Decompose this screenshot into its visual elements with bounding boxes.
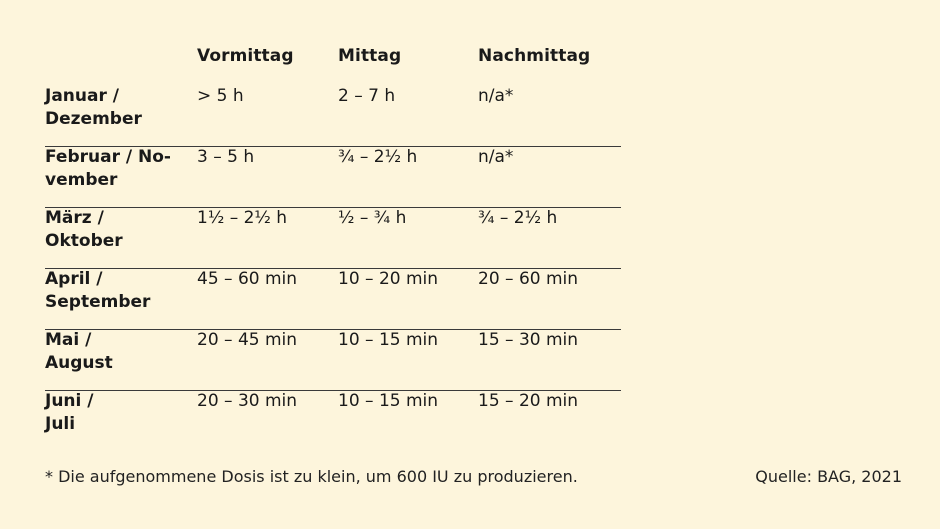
header-vormittag: Vormittag: [197, 46, 294, 66]
cell-nachmittag: 20 – 60 min: [478, 269, 579, 289]
table-row: [45, 268, 621, 330]
source-credit: Quelle: BAG, 2021: [755, 467, 902, 486]
month-label: [45, 390, 185, 436]
cell-nachmittag: n/a*: [478, 86, 514, 106]
month-line: vember: [45, 170, 118, 190]
cell-vormittag: 1½ – 2½ h: [197, 208, 288, 228]
month-line: April /: [45, 269, 103, 289]
month-line: März /: [45, 208, 104, 228]
month-label: [45, 207, 185, 253]
table-row: [45, 85, 621, 147]
cell-nachmittag: 15 – 20 min: [478, 391, 579, 411]
cell-nachmittag: ¾ – 2½ h: [478, 208, 558, 228]
cell-nachmittag: n/a*: [478, 147, 514, 167]
month-line: September: [45, 292, 151, 312]
cell-vormittag: 3 – 5 h: [197, 147, 255, 167]
cell-mittag: ½ – ¾ h: [338, 208, 407, 228]
month-label: [45, 146, 185, 192]
table-row: [45, 146, 621, 208]
table-row: [45, 207, 621, 269]
month-line: Oktober: [45, 231, 123, 251]
cell-vormittag: > 5 h: [197, 86, 244, 106]
header-nachmittag: Nachmittag: [478, 46, 591, 66]
table-row: [45, 329, 621, 391]
cell-mittag: ¾ – 2½ h: [338, 147, 418, 167]
cell-mittag: 10 – 20 min: [338, 269, 439, 289]
month-label: [45, 268, 185, 314]
month-line: Juli: [45, 414, 76, 434]
month-label: [45, 85, 185, 131]
cell-vormittag: 20 – 30 min: [197, 391, 298, 411]
table-row: [45, 390, 621, 451]
cell-mittag: 2 – 7 h: [338, 86, 396, 106]
cell-vormittag: 45 – 60 min: [197, 269, 298, 289]
month-line: Mai /: [45, 330, 92, 350]
cell-mittag: 10 – 15 min: [338, 391, 439, 411]
month-line: Juni /: [45, 391, 94, 411]
cell-nachmittag: 15 – 30 min: [478, 330, 579, 350]
month-line: Februar / No-: [45, 147, 171, 167]
cell-vormittag: 20 – 45 min: [197, 330, 298, 350]
month-line: Januar /: [45, 86, 119, 106]
month-line: August: [45, 353, 113, 373]
table-header-row: [0, 46, 940, 70]
header-mittag: Mittag: [338, 46, 402, 66]
month-line: Dezember: [45, 109, 142, 129]
footnote: * Die aufgenommene Dosis ist zu klein, um 600 IU zu produzieren.: [45, 467, 578, 486]
month-label: [45, 329, 185, 375]
cell-mittag: 10 – 15 min: [338, 330, 439, 350]
